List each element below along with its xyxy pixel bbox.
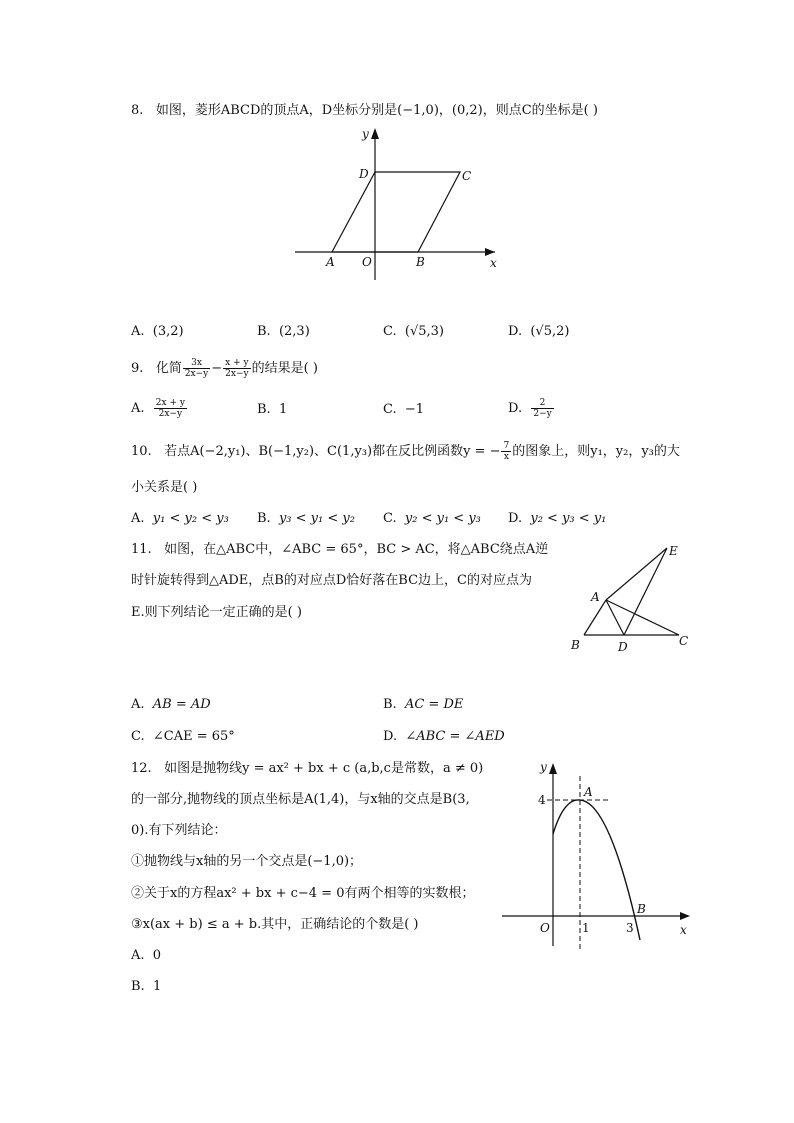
- q8-label-b: B: [416, 255, 425, 269]
- q9-option-d[interactable]: [508, 398, 555, 419]
- option-key: D.: [383, 729, 398, 744]
- fraction-numerator: 3x: [183, 358, 210, 369]
- q12-conclusion-2: ②关于x的方程ax² + bx + c−4 = 0有两个相等的实数根；: [131, 886, 475, 901]
- option-key: A.: [131, 324, 145, 339]
- q11-label-a: A: [591, 590, 600, 604]
- q9-minus: −: [211, 361, 223, 376]
- q11-option-d[interactable]: [383, 727, 505, 747]
- q8-label-d: D: [359, 167, 369, 181]
- q11-label-d: D: [618, 640, 628, 654]
- q12-option-a[interactable]: [131, 946, 161, 966]
- q11-label-c: C: [679, 634, 689, 648]
- q8-number: 8.: [131, 103, 144, 118]
- option-key: B.: [257, 511, 271, 526]
- q11-label-b: B: [571, 638, 580, 652]
- q9-prefix: 化简: [155, 361, 182, 376]
- option-text: (√5,2): [530, 324, 570, 339]
- q8-option-d[interactable]: [508, 322, 569, 342]
- q12-stem-line2: 的一部分,抛物线的顶点坐标是A(1,4)，与x轴的交点是B(3,: [131, 792, 470, 807]
- q12-label-x: x: [680, 923, 687, 937]
- option-key: D.: [508, 401, 523, 416]
- option-text: y₁ < y₂ < y₃: [152, 511, 229, 526]
- fraction-numerator: x + y: [225, 358, 249, 368]
- option-text: (3,2): [152, 324, 184, 339]
- q9-fraction-1: [183, 358, 210, 379]
- option-text: y₂ < y₃ < y₁: [530, 511, 607, 526]
- option-text: (√5,3): [404, 324, 444, 339]
- option-key: C.: [131, 729, 145, 744]
- q12-label-3: 3: [626, 921, 634, 935]
- option-text: ∠ABC = ∠AED: [405, 729, 505, 744]
- q8-label-o: O: [362, 255, 372, 269]
- q9-stem-line: [131, 358, 318, 379]
- fraction-denominator: 2x−y: [184, 369, 209, 379]
- q9-suffix: 的结果是( ): [251, 361, 318, 376]
- option-key: A.: [131, 401, 145, 416]
- q11-option-a[interactable]: [131, 695, 211, 715]
- q12-stem-line3: 0).有下列结论：: [131, 823, 227, 838]
- option-key: B.: [257, 324, 271, 339]
- q12-label-o: O: [540, 921, 550, 935]
- q11-option-c[interactable]: [131, 727, 235, 747]
- q10-line1a: 若点A(−2,y₁)、B(−1,y₂)、C(1,y₃)都在反比例函数y = −: [164, 444, 501, 459]
- fraction-numerator: 7: [503, 441, 510, 451]
- option-key: B.: [383, 697, 397, 712]
- q8-stem-line: [131, 101, 598, 121]
- option-text: 1: [278, 402, 288, 417]
- q8-label-y: y: [362, 127, 369, 141]
- q11-rotation-figure: [568, 540, 698, 655]
- q10-option-a[interactable]: [131, 509, 229, 529]
- option-text: 1: [152, 979, 162, 994]
- q10-stem-line2: 小关系是( ): [131, 480, 198, 495]
- q9-option-b[interactable]: [257, 400, 287, 420]
- q12-label-4: 4: [538, 793, 546, 807]
- q12-conclusion-1: ①抛物线与x轴的另一个交点是(−1,0)；: [131, 854, 363, 869]
- q11-label-e: E: [669, 544, 678, 558]
- q12-conclusion-3: ③x(ax + b) ≤ a + b.其中，正确结论的个数是( ): [131, 917, 419, 932]
- option-text: (2,3): [278, 324, 310, 339]
- fraction-numerator: 2x + y: [155, 398, 185, 408]
- option-text: 0: [152, 948, 162, 963]
- option-text: −1: [404, 402, 425, 417]
- fraction-denominator: 2−y: [533, 409, 552, 419]
- option-text: y₂ < y₁ < y₃: [404, 511, 481, 526]
- q8-option-b[interactable]: [257, 322, 310, 342]
- option-text: AB = AD: [152, 697, 211, 712]
- option-key: D.: [508, 324, 523, 339]
- option-text: y₃ < y₁ < y₂: [278, 511, 355, 526]
- q12-label-b: B: [637, 902, 646, 916]
- q9-number: 9.: [131, 361, 144, 376]
- q10-number: 10.: [131, 444, 152, 459]
- q8-label-x: x: [490, 256, 497, 270]
- option-text: ∠CAE = 65°: [152, 729, 235, 744]
- option-key: C.: [383, 511, 397, 526]
- q9-fraction-2: [223, 358, 250, 379]
- option-key: D.: [508, 511, 523, 526]
- q8-label-a: A: [326, 255, 335, 269]
- option-fraction: [531, 398, 553, 419]
- q8-option-a[interactable]: [131, 322, 184, 342]
- q11-option-b[interactable]: [383, 695, 463, 715]
- q11-stem-line2: 时针旋转得到△ADE，点B的对应点D恰好落在BC边上，C的对应点为: [131, 573, 532, 588]
- q11-line1: 如图，在△ABC中，∠ABC = 65°，BC > AC，将△ABC绕点A逆: [164, 542, 549, 557]
- q10-option-d[interactable]: [508, 509, 606, 529]
- q10-stem-line1: [131, 441, 680, 462]
- q12-parabola-figure: [500, 756, 700, 956]
- q11-stem-line1: [131, 540, 548, 560]
- q12-number: 12.: [131, 761, 152, 776]
- q11-stem-line3: E.则下列结论一定正确的是( ): [131, 605, 302, 620]
- option-text: AC = DE: [404, 697, 464, 712]
- fraction-numerator: 2: [531, 398, 553, 409]
- option-key: B.: [131, 979, 145, 994]
- q8-label-c: C: [462, 169, 472, 183]
- q12-line1: 如图是抛物线y = ax² + bx + c (a,b,c是常数，a ≠ 0): [164, 761, 484, 776]
- q11-number: 11.: [131, 542, 152, 557]
- q10-fraction: [501, 441, 511, 462]
- q12-label-a: A: [584, 785, 593, 799]
- q10-option-b[interactable]: [257, 509, 355, 529]
- q8-rhombus-figure: [290, 125, 510, 285]
- q8-option-c[interactable]: [383, 322, 444, 342]
- q12-stem-line1: [131, 759, 483, 779]
- fraction-denominator: 2x−y: [225, 369, 249, 379]
- option-key: A.: [131, 697, 145, 712]
- q12-label-y: y: [540, 760, 547, 774]
- q12-option-b[interactable]: [131, 977, 161, 997]
- option-key: A.: [131, 511, 145, 526]
- option-key: A.: [131, 948, 145, 963]
- q9-option-a[interactable]: [131, 398, 188, 419]
- q10-line1b: 的图象上，则y₁，y₂，y₃的大: [512, 444, 680, 459]
- option-fraction: [154, 398, 187, 419]
- option-key: C.: [383, 324, 397, 339]
- option-key: B.: [257, 402, 271, 417]
- q12-label-1: 1: [582, 921, 590, 935]
- q8-stem: 如图，菱形ABCD的顶点A，D坐标分别是(−1,0)，(0,2)，则点C的坐标是( ): [155, 103, 598, 118]
- fraction-denominator: 2x−y: [158, 409, 183, 419]
- option-key: C.: [383, 402, 397, 417]
- q10-option-c[interactable]: [383, 509, 481, 529]
- q9-option-c[interactable]: [383, 400, 424, 420]
- fraction-denominator: x: [503, 452, 509, 462]
